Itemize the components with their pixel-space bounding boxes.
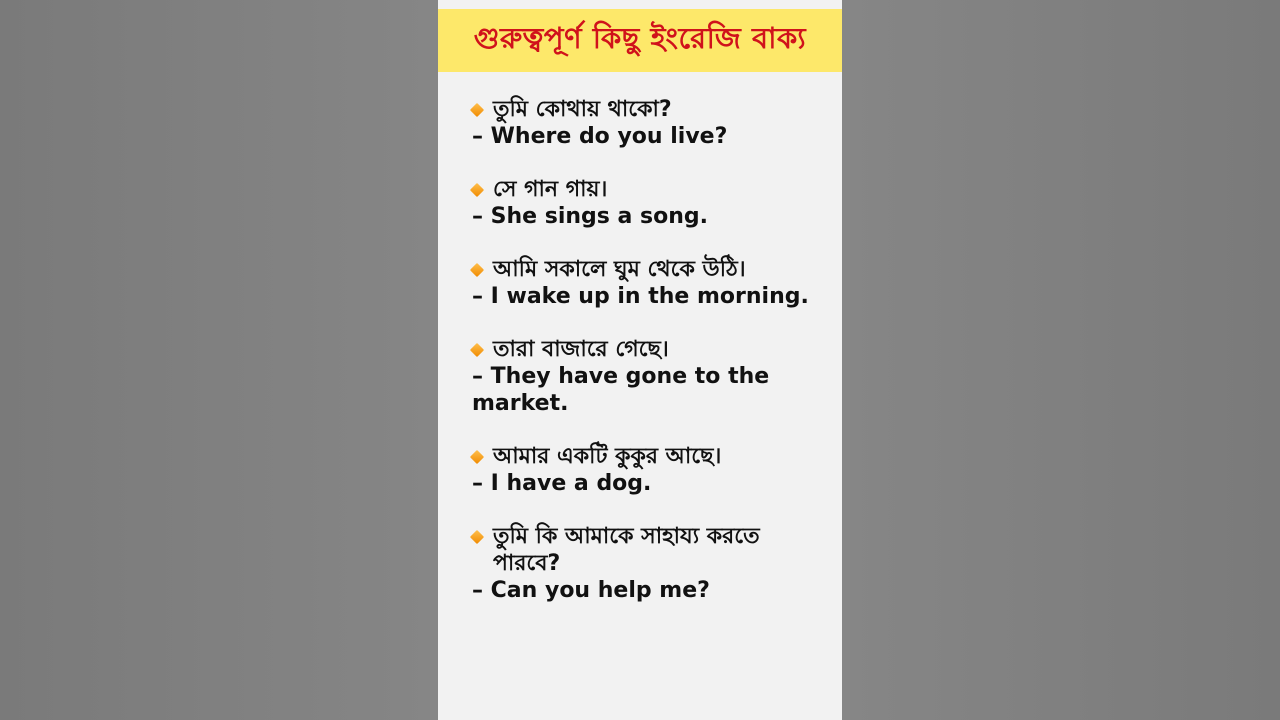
right-blur-panel [842,0,1280,720]
bengali-sentence: আমার একটি কুকুর আছে। [493,444,722,469]
orange-diamond-icon [470,530,484,544]
english-translation: – Can you help me? [472,578,710,603]
bengali-sentence: তুমি কি আমাকে সাহায্য করতে পারবে? [493,524,760,576]
english-translation: – I have a dog. [472,471,652,496]
bengali-sentence: সে গান গায়। [493,177,608,202]
english-translation: – She sings a song. [472,204,709,229]
bengali-sentence: তারা বাজারে গেছে। [493,337,669,362]
orange-diamond-icon [470,183,484,197]
orange-diamond-icon [470,103,484,117]
list-item [464,176,824,230]
bengali-sentence: তুমি কোথায় থাকো? [493,97,672,122]
bengali-sentence: আমি সকালে ঘুম থেকে উঠি। [493,257,746,282]
list-item [464,256,824,310]
content-card [438,0,842,720]
list-item [464,96,824,150]
english-translation: – I wake up in the morning. [472,284,809,309]
sentence-list [464,96,824,630]
orange-diamond-icon [470,450,484,464]
page-title: গুরুত্বপূর্ণ কিছু ইংরেজি বাক্য [473,21,807,55]
english-translation: – Where do you live? [472,124,728,149]
orange-diamond-icon [470,263,484,277]
list-item [464,336,824,417]
list-item [464,443,824,497]
orange-diamond-icon [470,343,484,357]
left-blur-panel [0,0,438,720]
list-item [464,523,824,604]
title-banner [438,9,842,72]
english-translation: – They have gone to the market. [472,364,770,416]
